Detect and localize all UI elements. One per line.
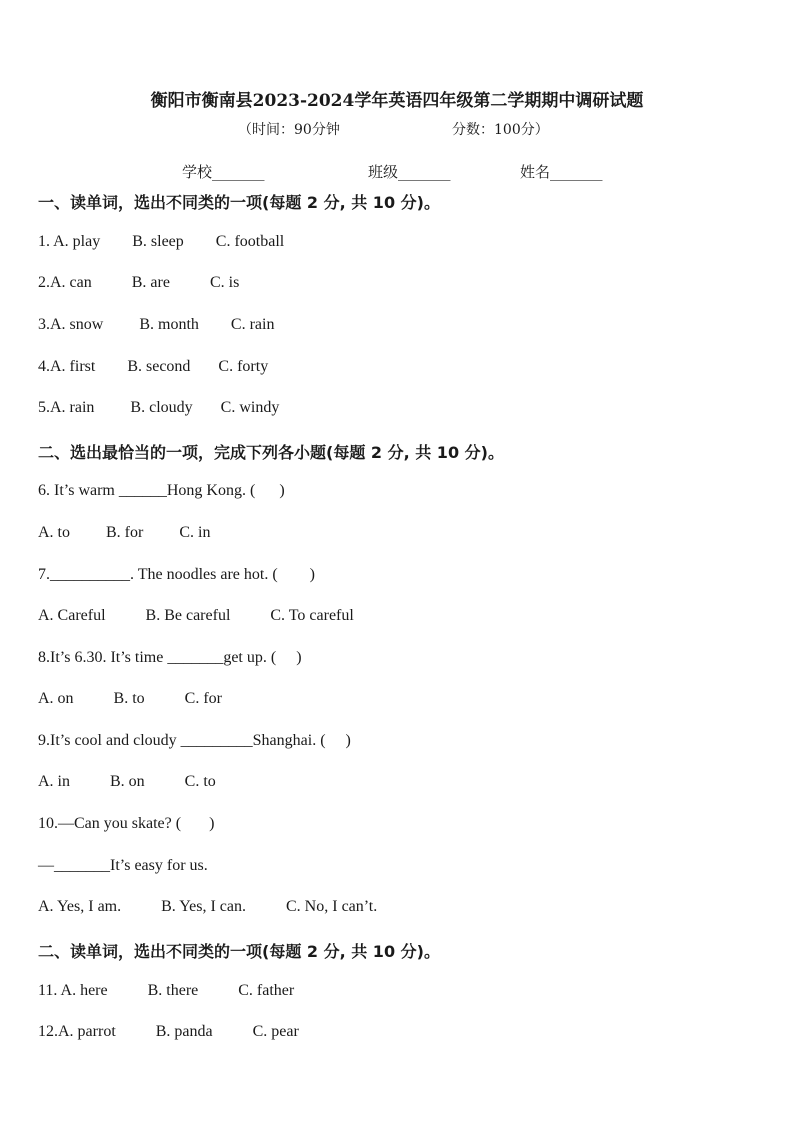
question-12: 12.A. parrot B. panda C. pear <box>38 1023 299 1040</box>
question-6: 6. It’s warm ______Hong Kong. ( ) <box>38 482 285 499</box>
question-6-options: A. to B. for C. in <box>38 524 211 541</box>
class-field: 班级_______ <box>368 163 451 181</box>
section-heading-1: 一、读单词，选出不同类的一项(每题 2 分, 共 10 分)。 <box>38 193 440 212</box>
question-9-options: A. in B. on C. to <box>38 773 216 790</box>
question-11: 11. A. here B. there C. father <box>38 982 295 999</box>
question-3: 3.A. snow B. month C. rain <box>38 316 275 333</box>
question-9: 9.It’s cool and cloudy _________Shanghai. ( ) <box>38 732 351 749</box>
question-4: 4.A. first B. second C. forty <box>38 358 269 375</box>
school-field: 学校_______ <box>182 163 265 181</box>
section-heading-2: 二、选出最恰当的一项，完成下列各小题(每题 2 分, 共 10 分)。 <box>38 443 504 462</box>
question-10: 10.—Can you skate? ( ) <box>38 815 215 832</box>
question-8: 8.It’s 6.30. It’s time _______get up. ( ) <box>38 649 302 666</box>
question-7: 7.__________. The noodles are hot. ( ) <box>38 566 315 583</box>
section-heading-3: 二、读单词，选出不同类的一项(每题 2 分, 共 10 分)。 <box>38 942 440 961</box>
question-8-options: A. on B. to C. for <box>38 690 222 707</box>
exam-score: 分数：100分） <box>452 122 549 138</box>
question-5: 5.A. rain B. cloudy C. windy <box>38 399 280 416</box>
exam-time: （时间：90分钟 <box>238 122 340 138</box>
question-7-options: A. Careful B. Be careful C. To careful <box>38 607 354 624</box>
exam-title: 衡阳市衡南县2023-2024学年英语四年级第二学期期中调研试题 <box>150 91 644 111</box>
name-field: 姓名_______ <box>520 163 603 181</box>
question-2: 2.A. can B. are C. is <box>38 274 240 291</box>
question-10-options: A. Yes, I am. B. Yes, I can. C. No, I can’t. <box>38 898 378 915</box>
question-1: 1. A. play B. sleep C. football <box>38 233 285 250</box>
question-10-dialogue: —_______It’s easy for us. <box>38 857 208 874</box>
